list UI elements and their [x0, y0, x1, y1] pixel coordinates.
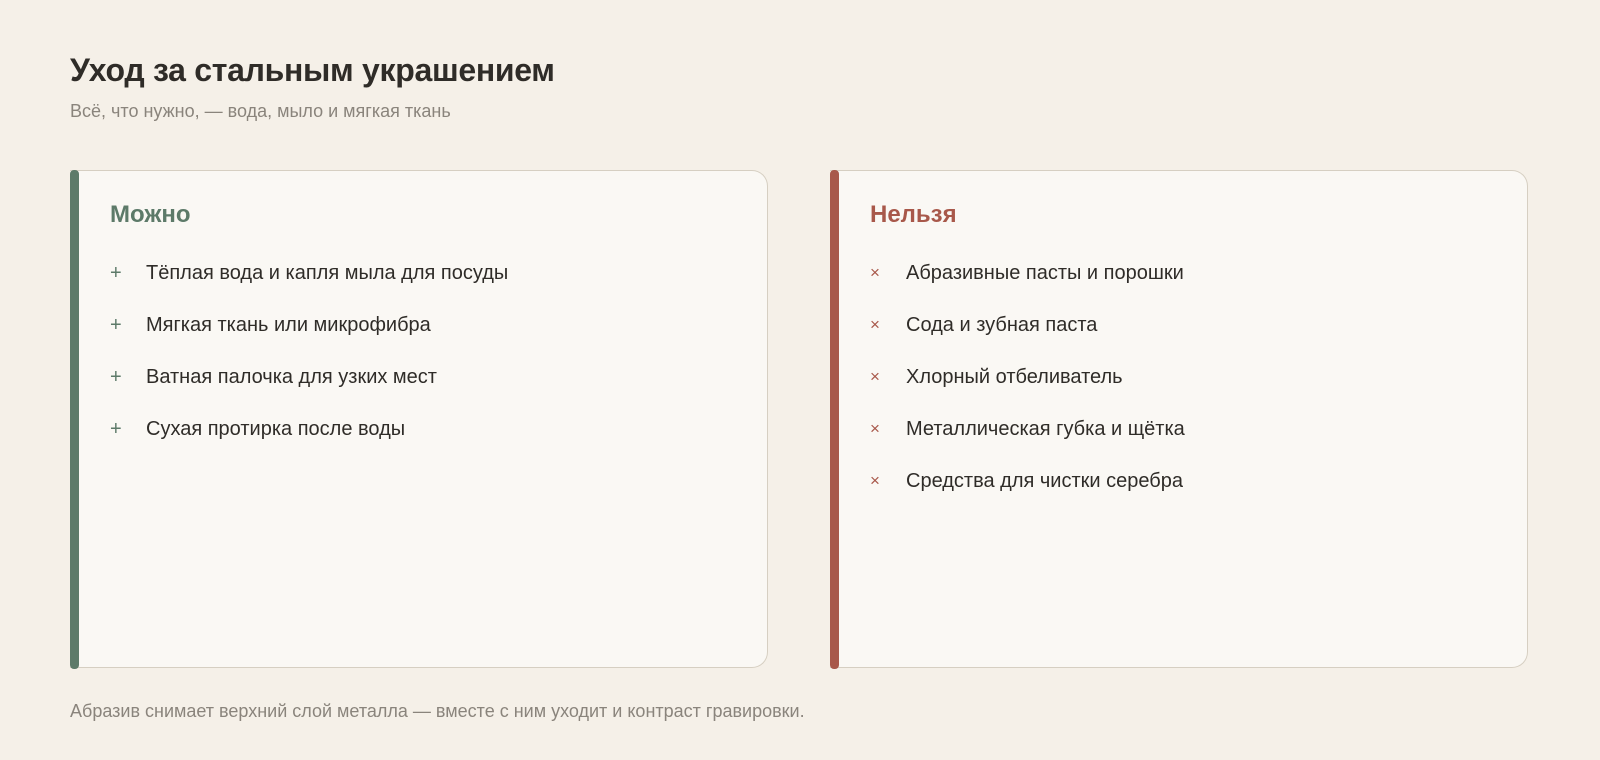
footnote: Абразив снимает верхний слой металла — вместе с ним уходит и контраст гравировки. [70, 701, 805, 721]
dont-card-accent-bar [830, 170, 839, 669]
do-list-item [110, 365, 508, 417]
plus-icon: + [110, 314, 122, 336]
do-list-item [110, 417, 508, 469]
dont-list-item [870, 365, 1185, 417]
cross-icon: × [870, 315, 880, 334]
cross-icon: × [870, 367, 880, 386]
cross-icon: × [870, 263, 880, 282]
do-list-item-text: Ватная палочка для узких мест [146, 366, 437, 388]
dont-list-item-text: Средства для чистки серебра [906, 470, 1183, 492]
do-list-item-text: Мягкая ткань или микрофибра [146, 314, 431, 336]
dont-list-item-text: Металлическая губка и щётка [906, 418, 1185, 440]
dont-list-item-text: Хлорный отбеливатель [906, 366, 1123, 388]
page-subtitle: Всё, что нужно, — вода, мыло и мягкая ткань [70, 101, 451, 121]
plus-icon: + [110, 262, 122, 284]
dont-list-item-text: Абразивные пасты и порошки [906, 262, 1184, 284]
cross-icon: × [870, 419, 880, 438]
do-card [70, 170, 768, 668]
do-list-item [110, 313, 508, 365]
do-card-accent-bar [70, 170, 79, 669]
dont-list-item [870, 313, 1185, 365]
dont-list-item [870, 469, 1185, 521]
dont-list-item [870, 417, 1185, 469]
plus-icon: + [110, 418, 122, 440]
do-list [110, 261, 508, 469]
do-list-item-text: Тёплая вода и капля мыла для посуды [146, 262, 509, 284]
dont-list-item-text: Сода и зубная паста [906, 314, 1098, 336]
do-list-item [110, 261, 508, 313]
cross-icon: × [870, 471, 880, 490]
do-card-title: Можно [110, 201, 191, 228]
do-list-item-text: Сухая протирка после воды [146, 418, 406, 440]
dont-card-title: Нельзя [870, 201, 957, 228]
plus-icon: + [110, 366, 122, 388]
dont-card [830, 170, 1528, 668]
page-title: Уход за стальным украшением [70, 52, 555, 88]
dont-list-item [870, 261, 1185, 313]
dont-list [870, 261, 1185, 521]
